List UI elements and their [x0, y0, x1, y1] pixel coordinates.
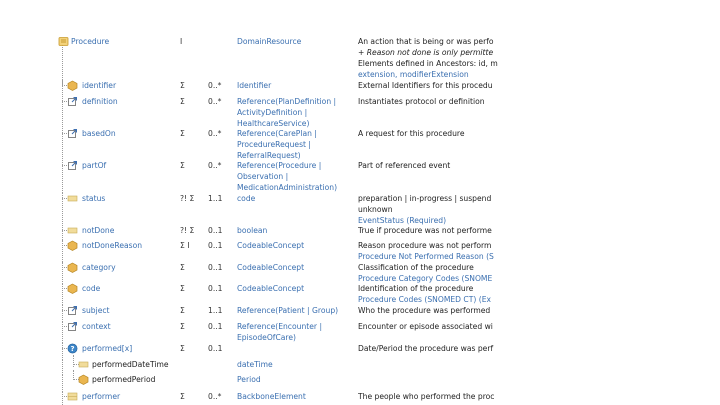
element-name[interactable]: definition	[82, 97, 118, 106]
description-line: Identification of the procedure	[358, 284, 474, 293]
reference-icon	[67, 160, 78, 171]
type-link[interactable]: CodeableConcept	[237, 263, 305, 272]
table-row	[0, 96, 720, 129]
table-row	[0, 343, 720, 358]
constraint-note: + Reason not done is only permitte	[358, 48, 494, 57]
type-link[interactable]: Reference(Encounter |	[237, 322, 323, 331]
ancestors-note: Elements defined in Ancestors: id, m	[358, 59, 498, 68]
description-line: An action that is being or was perfo	[358, 37, 494, 46]
type-link[interactable]: Reference(PlanDefinition |	[237, 97, 337, 106]
element-cardinality: 0..1	[208, 344, 223, 353]
table-row	[0, 283, 720, 305]
type-link[interactable]: Identifier	[237, 81, 272, 90]
element-flags: Σ	[180, 129, 185, 138]
description-line: External Identifiers for this procedu	[358, 81, 493, 90]
element-flags: Σ	[180, 97, 185, 106]
table-row	[0, 359, 720, 375]
element-name[interactable]: subject	[82, 306, 110, 315]
type-link[interactable]: Reference(Procedure |	[237, 161, 322, 170]
type-link[interactable]: HealthcareService)	[237, 119, 310, 128]
description-line: True if procedure was not performe	[358, 226, 492, 235]
type-link[interactable]: BackboneElement	[237, 392, 306, 401]
type-link[interactable]: CodeableConcept	[237, 284, 305, 293]
element-flags: Σ	[180, 322, 185, 331]
binding-link[interactable]: Procedure Category Codes (SNOME	[358, 274, 493, 283]
element-name[interactable]: notDone	[82, 226, 115, 235]
svg-text:?: ?	[70, 345, 75, 354]
description-line: Who the procedure was performed	[358, 306, 491, 315]
table-row	[0, 374, 720, 390]
type-link[interactable]: Observation |	[237, 172, 289, 181]
type-link[interactable]: CodeableConcept	[237, 241, 305, 250]
element-description	[358, 36, 500, 80]
table-row	[0, 128, 720, 161]
reference-icon	[67, 96, 78, 107]
table-row	[0, 193, 720, 226]
element-name[interactable]: partOf	[82, 161, 107, 170]
element-icon	[78, 374, 89, 385]
primitive-icon	[67, 193, 78, 204]
description-line: Instantiates protocol or definition	[358, 97, 485, 106]
element-cardinality: 0..1	[208, 241, 223, 250]
element-flags: Σ	[180, 81, 185, 90]
element-flags: Σ	[180, 306, 185, 315]
type-link[interactable]: DomainResource	[237, 37, 302, 46]
type-link[interactable]: ActivityDefinition |	[237, 108, 308, 117]
type-link[interactable]: boolean	[237, 226, 268, 235]
type-link[interactable]: MedicationAdministration)	[237, 183, 338, 192]
type-link[interactable]: ReferralRequest)	[237, 151, 301, 160]
type-link[interactable]: Reference(CarePlan |	[237, 129, 317, 138]
table-row	[0, 321, 720, 343]
element-name[interactable]: Procedure	[71, 37, 110, 46]
element-icon	[67, 80, 78, 91]
description-line: Encounter or episode associated wi	[358, 322, 493, 331]
table-row	[0, 36, 720, 80]
primitive-icon	[67, 225, 78, 236]
description-line: Reason procedure was not perform	[358, 241, 492, 250]
element-name[interactable]: notDoneReason	[82, 241, 143, 250]
type-link[interactable]: EpisodeOfCare)	[237, 333, 297, 342]
backbone-icon	[67, 391, 78, 402]
element-cardinality: 0..1	[208, 263, 223, 272]
table-row	[0, 225, 720, 240]
element-cardinality: 0..1	[208, 226, 223, 235]
element-name[interactable]: basedOn	[82, 129, 116, 138]
type-link[interactable]: ProcedureRequest |	[237, 140, 311, 149]
table-row	[0, 80, 720, 95]
element-flags: ?! Σ	[180, 226, 195, 235]
reference-icon	[67, 128, 78, 139]
element-flags: Σ	[180, 284, 185, 293]
element-icon	[67, 262, 78, 273]
table-row	[0, 262, 720, 284]
element-cardinality: 0..*	[208, 129, 222, 138]
binding-link[interactable]: Procedure Not Performed Reason (S	[358, 252, 494, 261]
description-line: Classification of the procedure	[358, 263, 474, 272]
element-name[interactable]: identifier	[82, 81, 117, 90]
element-icon	[67, 283, 78, 294]
reference-icon	[67, 305, 78, 316]
description-line: preparation | in-progress | suspend	[358, 194, 492, 203]
element-cardinality: 1..1	[208, 194, 223, 203]
element-cardinality: 0..*	[208, 161, 222, 170]
element-flags: Σ	[180, 344, 185, 353]
element-name[interactable]: performer	[82, 392, 121, 401]
element-name[interactable]: category	[82, 263, 116, 272]
binding-link[interactable]: EventStatus (Required)	[358, 216, 447, 225]
description-line: unknown	[358, 205, 393, 214]
element-flags: Σ	[180, 161, 185, 170]
resource-icon	[58, 36, 69, 47]
table-row	[0, 305, 720, 320]
element-icon	[67, 240, 78, 251]
element-cardinality: 1..1	[208, 306, 223, 315]
element-name[interactable]: context	[82, 322, 111, 331]
description-line: The people who performed the proc	[358, 392, 495, 401]
element-flags: Σ	[180, 263, 185, 272]
element-cardinality: 0..1	[208, 322, 223, 331]
description-line: Date/Period the procedure was perf	[358, 344, 494, 353]
element-cardinality: 0..*	[208, 97, 222, 106]
element-flags: I	[180, 37, 183, 46]
element-cardinality: 0..1	[208, 284, 223, 293]
table-row	[0, 240, 720, 262]
element-type	[237, 36, 349, 47]
element-flags: ?! Σ	[180, 194, 195, 203]
element-cardinality: 0..*	[208, 81, 222, 90]
reference-icon	[67, 321, 78, 332]
ancestors-link[interactable]: extension, modifierExtension	[358, 70, 469, 79]
type-link[interactable]: code	[237, 194, 256, 203]
primitive-icon	[78, 359, 89, 370]
element-name[interactable]: code	[82, 284, 101, 293]
type-link[interactable]: dateTime	[237, 360, 273, 369]
type-link[interactable]: Reference(Patient | Group)	[237, 306, 339, 315]
element-flags: Σ	[180, 392, 185, 401]
element-name[interactable]: status	[82, 194, 106, 203]
element-cardinality: 0..*	[208, 392, 222, 401]
type-link[interactable]: Period	[237, 375, 261, 384]
table-row	[0, 391, 720, 405]
description-line: A request for this procedure	[358, 129, 465, 138]
element-name: performedDateTime	[92, 360, 169, 369]
element-name: performedPeriod	[92, 375, 156, 384]
description-line: Part of referenced event	[358, 161, 451, 170]
choice-icon	[67, 343, 78, 354]
binding-link[interactable]: Procedure Codes (SNOMED CT) (Ex	[358, 295, 492, 304]
element-name[interactable]: performed[x]	[82, 344, 133, 353]
table-row	[0, 160, 720, 193]
element-flags: Σ I	[180, 241, 190, 250]
